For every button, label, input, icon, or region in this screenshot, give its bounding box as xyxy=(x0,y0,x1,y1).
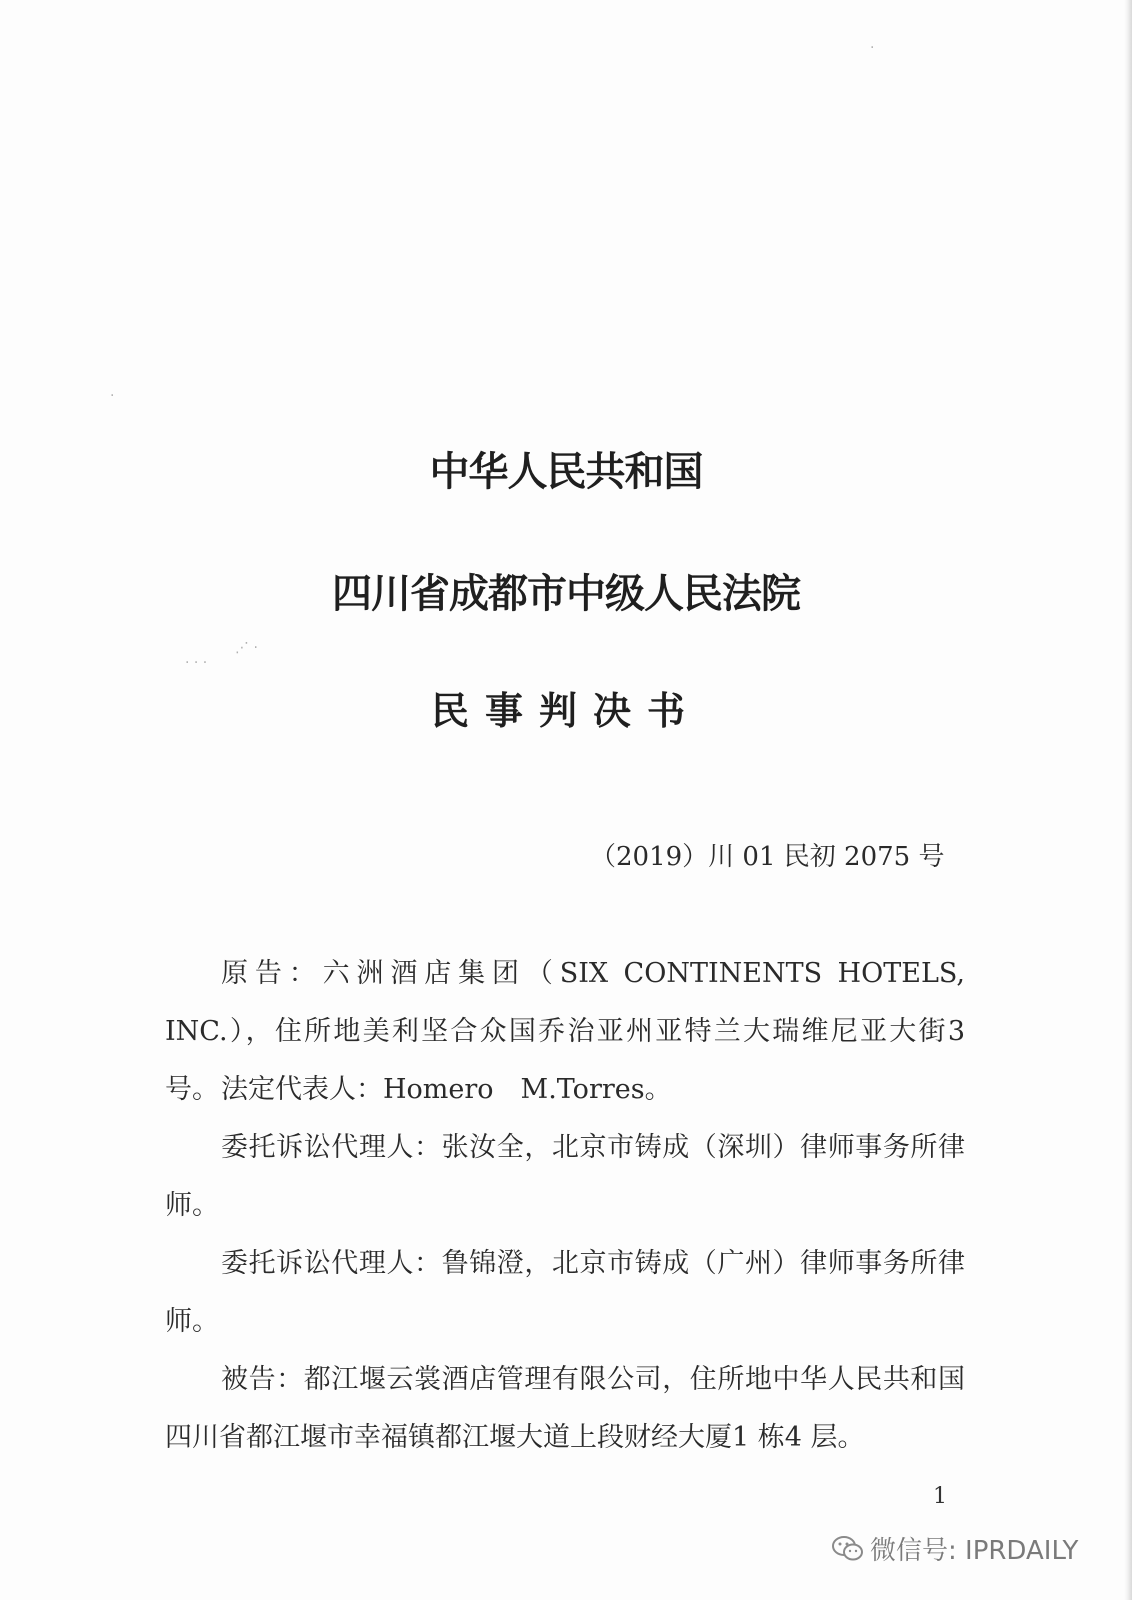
paragraph-agent-1: 委托诉讼代理人：张汝全，北京市铸成（深圳）律师事务所律师。 xyxy=(165,1132,965,1221)
scan-speck: · · · xyxy=(185,655,208,671)
scan-speck: · xyxy=(110,388,115,404)
watermark-text: 微信号: IPRDAILY xyxy=(870,1536,1079,1566)
page-number: 1 xyxy=(933,1484,947,1509)
paragraph-plaintiff: 原告：六洲酒店集团（SIX CONTINENTS HOTELS, INC.），住所地美利坚合众国乔治亚州亚特兰大瑞维尼亚大街3 号。 xyxy=(165,958,965,1105)
page-edge-shadow xyxy=(1124,0,1132,1600)
scan-speck: · xyxy=(870,40,875,56)
wechat-watermark xyxy=(832,1530,1078,1567)
wechat-icon xyxy=(832,1535,864,1563)
paragraph-agent-2: 委托诉讼代理人：鲁锦澄，北京市铸成（广州）律师事务所律师。 xyxy=(165,1248,965,1337)
document-title-court: 四川省成都市中级人民法院 xyxy=(332,570,800,617)
document-title-country: 中华人民共和国 xyxy=(429,448,703,495)
scan-speck: ⋰ · xyxy=(235,640,258,656)
paragraph-defendant: 被告：都江堰云裳酒店管理有限公司，住所地中华人民共和国四川省都江堰市幸福镇都江堰大道上段财经大厦1 栋4 层。 xyxy=(165,1364,965,1453)
case-number: （2019）川 01 民初 2075 号 xyxy=(590,842,945,872)
paragraph-legal-representative: 法定代表人：Homero M.Torres。 xyxy=(221,1074,672,1105)
document-title-type: 民事判决书 xyxy=(430,688,701,733)
